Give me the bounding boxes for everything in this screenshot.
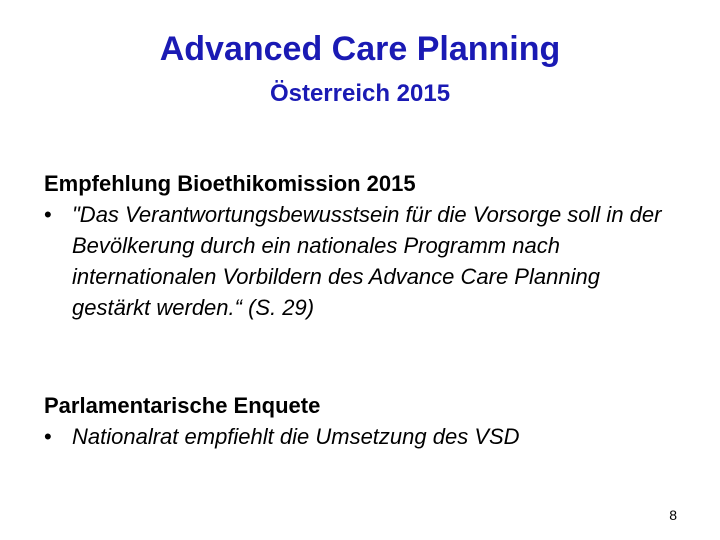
- bullet-item: [44, 421, 684, 452]
- bullet-icon: •: [44, 202, 52, 227]
- bullet-text: Nationalrat empfiehlt die Umsetzung des VSD: [72, 424, 520, 449]
- slide-title: Advanced Care Planning: [159, 30, 561, 68]
- slide-subtitle: Österreich 2015: [269, 80, 451, 107]
- bullet-icon: •: [44, 424, 52, 449]
- section-heading: Parlamentarische Enquete: [44, 393, 321, 418]
- bullet-text: "Das Verantwortungsbewusstsein für die Vorsorge soll in der Bevölkerung durch ein nationales Programm nach internationalen Vorbildern des Advance Care Planning gestärkt werden.“ (S. 29): [72, 202, 662, 320]
- bullet-item: [44, 199, 684, 323]
- page-number: 8: [669, 507, 677, 523]
- section-parliamentary-enquete: [44, 390, 684, 452]
- section-bioethics-recommendation: [44, 168, 684, 323]
- section-heading: Empfehlung Bioethikomission 2015: [44, 171, 416, 196]
